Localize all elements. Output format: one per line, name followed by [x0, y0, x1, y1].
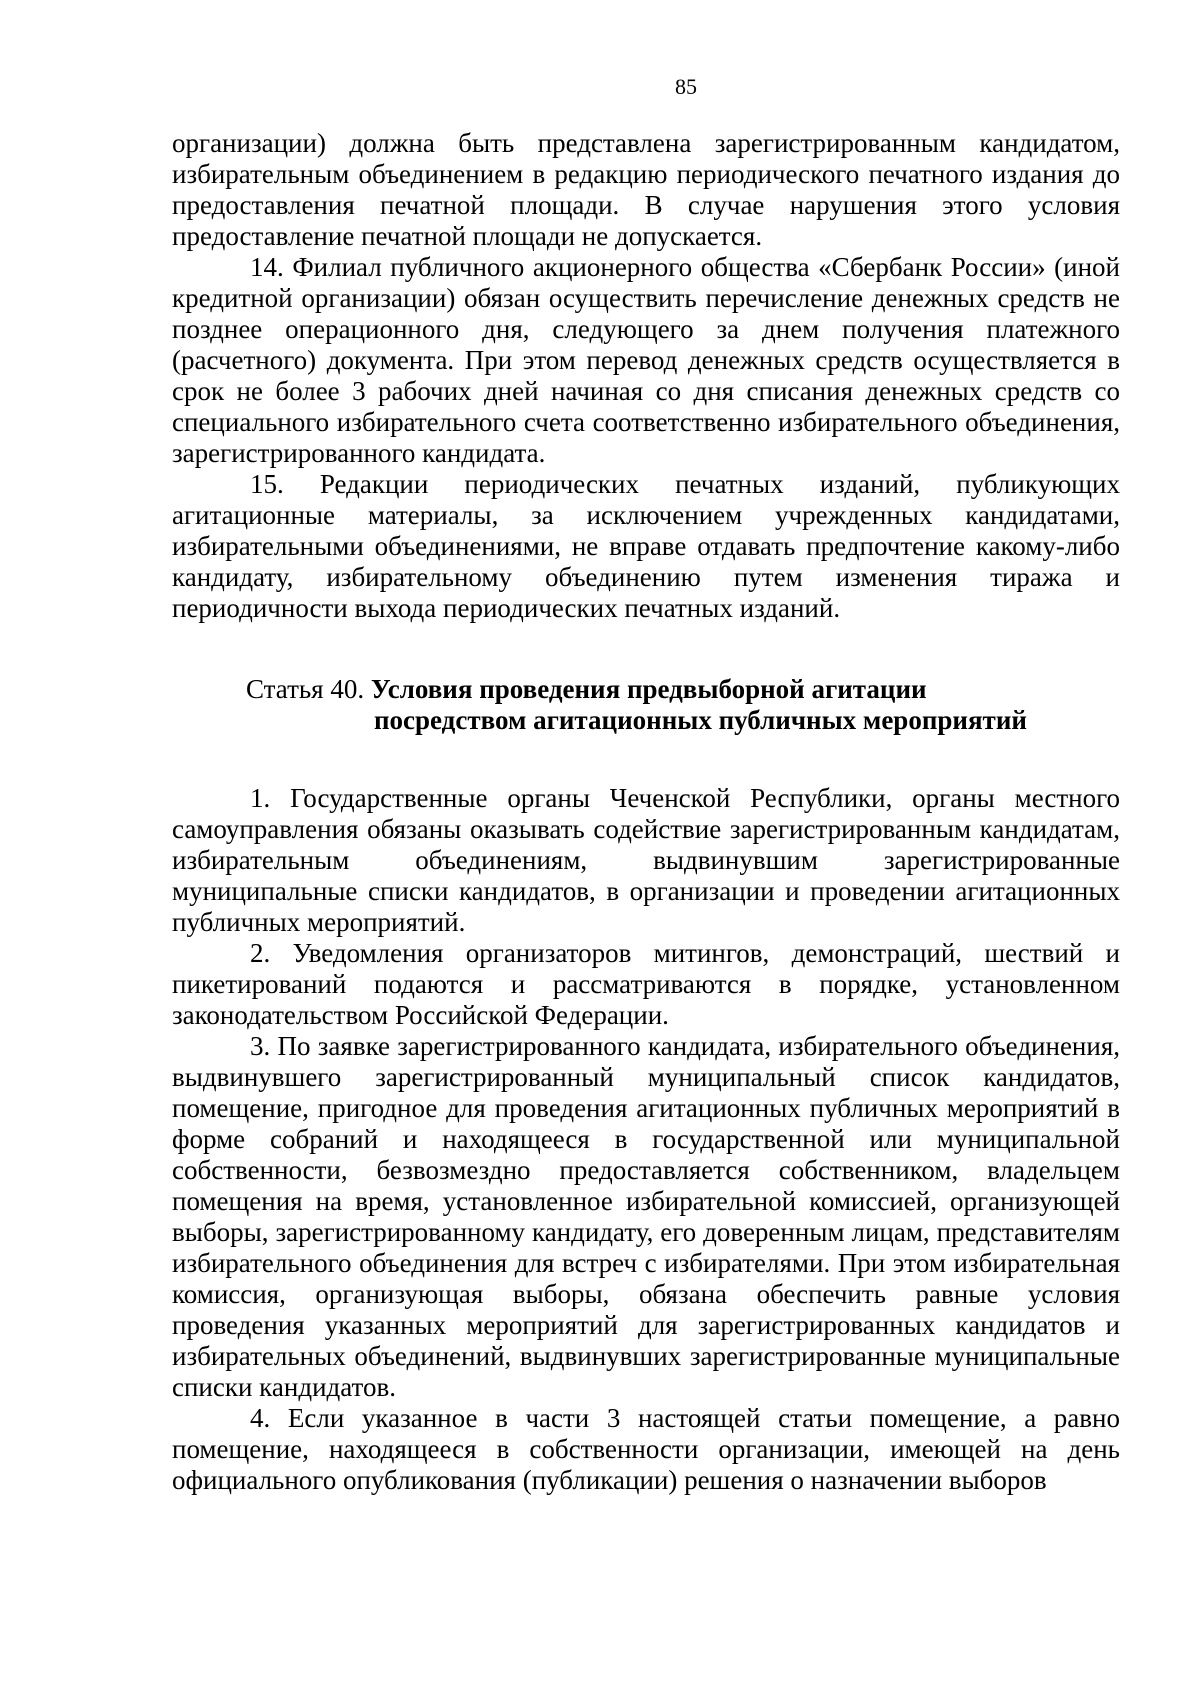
article-40-paragraph-2: 2. Уведомления организаторов митингов, демонстраций, шествий и пикетирований подаются и рассматриваются в порядке, установленном законодательством Российской Федерации. — [172, 938, 1120, 1030]
page-number: 85 — [675, 74, 697, 99]
article-number: Статья 40. — [246, 674, 365, 704]
paragraph-14: 14. Филиал публичного акционерного общества «Сбербанк России» (иной кредитной организации) обязан осуществить перечисление денежных средств не позднее операционного дня, следующего за днем получения платежного (расчетного) документа. При этом перевод денежных средств осуществляется в срок не более 3 рабочих дней начиная со дня списания денежных средств со специального избирательного счета соответственно избирательного объединения, зарегистрированного кандидата. — [172, 252, 1120, 468]
article-title-line-1: Условия проведения предвыборной агитации — [370, 674, 927, 704]
article-title-line-2: посредством агитационных публичных мероприятий — [374, 705, 1027, 735]
spacer — [172, 624, 1120, 674]
document-body — [172, 128, 1120, 1496]
paragraph-13-continuation: организации) должна быть представлена зарегистрированным кандидатом, избирательным объединением в редакцию периодического печатного издания до предоставления печатной площади. В случае нарушения этого условия предоставление печатной площади не допускается. — [172, 128, 1120, 251]
paragraph-15: 15. Редакции периодических печатных изданий, публикующих агитационные материалы, за исключением учрежденных кандидатами, избирательными объединениями, не вправе отдавать предпочтение какому-либо кандидату, избирательному объединению путем изменения тиража и периодичности выхода периодических печатных изданий. — [172, 469, 1120, 623]
spacer — [172, 736, 1120, 783]
article-heading — [172, 674, 1120, 736]
article-40-paragraph-4: 4. Если указанное в части 3 настоящей статьи помещение, а равно помещение, находящееся в собственности организации, имеющей на день официального опубликования (публикации) решения о назначении выборов — [172, 1403, 1120, 1495]
article-40-paragraph-1: 1. Государственные органы Чеченской Республики, органы местного самоуправления обязаны оказывать содействие зарегистрированным кандидатам, избирательным объединениям, выдвинувшим зарегистрированные муниципальные списки кандидатов, в организации и проведении агитационных публичных мероприятий. — [172, 783, 1120, 937]
article-40-paragraph-3: 3. По заявке зарегистрированного кандидата, избирательного объединения, выдвинувшего зарегистрированный муниципальный список кандидатов, помещение, пригодное для проведения агитационных публичных мероприятий в форме собраний и находящееся в государственной или муниципальной собственности, безвозмездно предоставляется собственником, владельцем помещения на время, установленное избирательной комиссией, организующей выборы, зарегистрированному кандидату, его доверенным лицам, представителям избирательного объединения для встреч с избирателями. При этом избирательная комиссия, организующая выборы, обязана обеспечить равные условия проведения указанных мероприятий для зарегистрированных кандидатов и избирательных объединений, выдвинувших зарегистрированные муниципальные списки кандидатов. — [172, 1031, 1120, 1402]
